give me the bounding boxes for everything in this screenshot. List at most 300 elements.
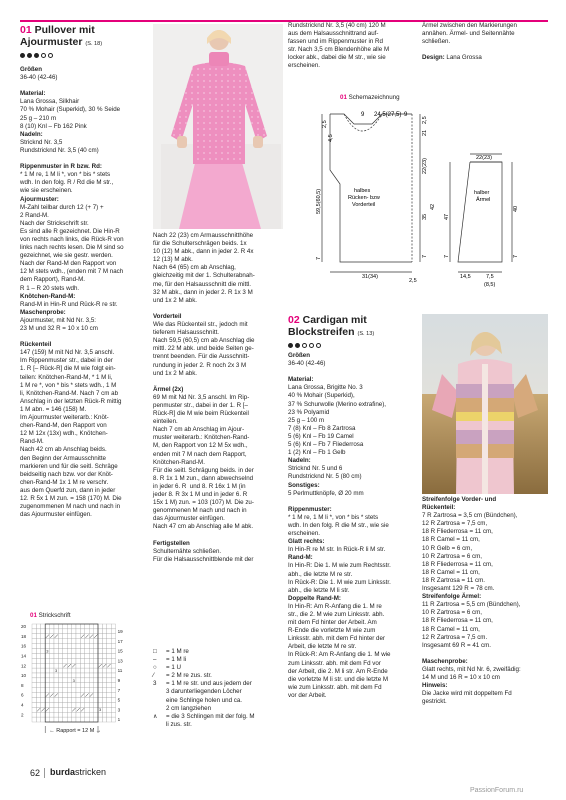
- chart-cell: [50, 653, 54, 658]
- text-line-content: enden mit 7 M nach dem Rapport,: [153, 450, 247, 458]
- chart-cell: [36, 629, 40, 634]
- schema-title: [340, 94, 400, 102]
- schema-left-bottom: 7: [316, 256, 322, 260]
- difficulty-dot-filled: [295, 343, 300, 348]
- chart-cell: [36, 634, 40, 639]
- text-line: [153, 313, 283, 321]
- text-line: [422, 642, 552, 650]
- text-line: [20, 349, 150, 357]
- pattern-02-col2: [422, 496, 552, 706]
- chart-cell: [80, 663, 84, 668]
- chart-cell: [45, 712, 49, 717]
- chart-cell: [72, 712, 76, 717]
- text-line: [422, 46, 552, 54]
- pattern-title-line2: Ajourmuster: [20, 36, 83, 48]
- text-line: [20, 123, 150, 131]
- text-line-content: 1. R [– Rück-R] die M wie folgt ein-: [20, 365, 116, 373]
- chart-cell: [45, 717, 49, 722]
- schema-right-mid: 22(23): [422, 158, 428, 174]
- chart-cell: [50, 663, 54, 668]
- legend-row: [153, 656, 283, 664]
- difficulty-dot-empty: [309, 343, 314, 348]
- chart-cell: [50, 644, 54, 649]
- pattern-01-col2: [153, 232, 283, 564]
- chart-row-number-right: 11: [117, 668, 123, 674]
- text-line: [20, 285, 150, 293]
- chart-cell: [36, 663, 40, 668]
- text-line-content: 147 (159) M mit Nd Nr. 3,5 anschl.: [20, 349, 115, 357]
- text-line: [153, 467, 283, 475]
- chart-cell: [85, 658, 89, 663]
- chart-cell: [85, 702, 89, 707]
- text-line-content: Die Jacke wird mit doppeltem Fd: [422, 690, 512, 698]
- chart-cell: [107, 683, 111, 688]
- chart-cell: [50, 624, 54, 629]
- text-line: [153, 248, 283, 256]
- legend-row: [153, 672, 283, 680]
- chart-cell: [67, 658, 71, 663]
- text-line: [422, 593, 552, 601]
- text-line-content: 10 R Zartrosa = 6 cm,: [422, 552, 483, 560]
- schema-bottom: 31(34): [362, 274, 378, 280]
- pattern-01-col3: [288, 22, 418, 71]
- chart-cell: [54, 644, 58, 649]
- pattern-title-line1: Pullover mit: [34, 24, 95, 36]
- chart-cell: [107, 649, 111, 654]
- text-line: [153, 378, 283, 386]
- text-line: [153, 370, 283, 378]
- text-line-content: Rundstricknd Nr. 5 (80 cm): [288, 473, 362, 481]
- chart-row-number-left: 2: [21, 712, 24, 718]
- chart-cell: [89, 644, 93, 649]
- chart-cell: [36, 639, 40, 644]
- text-line: [20, 252, 150, 260]
- text-line-content: gestrickt.: [422, 698, 447, 706]
- chart-cell: [111, 717, 115, 722]
- chart-cell: [98, 712, 102, 717]
- text-line-content: Rand-M in Hin-R und Rück-R re str.: [20, 300, 118, 308]
- text-line: [288, 684, 418, 692]
- chart-cell: [111, 634, 115, 639]
- text-line: [20, 382, 150, 390]
- text-line: [422, 682, 552, 690]
- chart-cell: [67, 683, 71, 688]
- schema-left-top: 2,5: [322, 120, 328, 128]
- chart-cell: [102, 712, 106, 717]
- chart-cell: [72, 717, 76, 722]
- legend-symbol: □: [153, 648, 157, 655]
- chart-cell: [80, 639, 84, 644]
- chart-cell: [32, 634, 36, 639]
- text-line-content: muster weiterarb.: Knötchen-Rand-: [153, 434, 250, 442]
- text-line: [422, 30, 552, 38]
- chart-cell: [107, 634, 111, 639]
- chart-cell: [98, 634, 102, 639]
- chart-row-number-left: 12: [21, 663, 27, 669]
- chart-cell: [63, 717, 67, 722]
- chart-cell: [32, 624, 36, 629]
- chart-cell: [85, 707, 89, 712]
- chart-row-number-right: 5: [117, 697, 121, 703]
- chart-cell: [98, 717, 102, 722]
- text-line: [153, 345, 283, 353]
- difficulty-dot-empty: [48, 53, 53, 58]
- chart-cell: [32, 673, 36, 678]
- chart-cell: [111, 698, 115, 703]
- chart-row-number-right: 9: [117, 678, 121, 683]
- chart-cell: [36, 683, 40, 688]
- text-line-content: 36-40 (42-46): [288, 360, 326, 368]
- text-line-content: In Rück-R: Die 1. M wie zum Linksstr.: [288, 578, 391, 586]
- chart-cell: [67, 712, 71, 717]
- chart-cell: [80, 673, 84, 678]
- chart-row-number-left: 20: [21, 624, 27, 630]
- chart-cell: [102, 678, 106, 683]
- chart-cell: [102, 683, 106, 688]
- text-line-content: 5 Perlmuttknöpfe, Ø 20 mm: [288, 489, 364, 497]
- text-line-content: Doppelte Rand-M:: [288, 594, 341, 602]
- chart-cell: [67, 693, 71, 698]
- chart-cell: [94, 698, 98, 703]
- chart-cell: [85, 649, 89, 654]
- chart-cell: [36, 693, 40, 698]
- chart-cell: [58, 629, 62, 634]
- chart-cell: [111, 678, 115, 683]
- chart-cell: [58, 644, 62, 649]
- text-line: [153, 531, 283, 539]
- chart-cell: [36, 702, 40, 707]
- text-line-content: 18 R Zartrosa = 11 cm.: [422, 576, 485, 584]
- text-line-content: 1 M re *, von * bis * stets wdh., 1 M: [20, 381, 117, 389]
- chart-cell: [63, 658, 67, 663]
- text-line-content: Nach 42 cm ab Anschlag beids.: [20, 446, 107, 454]
- difficulty-dot-empty: [302, 343, 307, 348]
- chart-cell: [89, 698, 93, 703]
- text-line-content: Streifenfolge Ärmel:: [422, 593, 482, 601]
- chart-cell: [32, 702, 36, 707]
- chart-cell: [111, 639, 115, 644]
- text-line: [20, 82, 150, 90]
- schema-right-top2: 21: [422, 129, 428, 136]
- chart-cell: [72, 688, 76, 693]
- chart-loop-mark: 3: [55, 668, 58, 673]
- text-line: [288, 676, 418, 684]
- schema-sleeve-left-7: 7: [444, 254, 450, 258]
- chart-cell: [41, 644, 45, 649]
- schema-body-label2: Rücken- bzw: [348, 195, 380, 201]
- chart-cell: [94, 629, 98, 634]
- chart-cell: [67, 644, 71, 649]
- text-line: [288, 643, 418, 651]
- chart-cell: [80, 658, 84, 663]
- chart-cell: [98, 639, 102, 644]
- text-line-content: schließen.: [422, 38, 451, 46]
- text-line: [288, 401, 418, 409]
- chart-cell: [41, 634, 45, 639]
- legend-row: [153, 664, 283, 672]
- text-line-content: 1 M abn. = 146 (158) M.: [20, 405, 87, 413]
- text-line-content: Im Ajourmuster weiterarb.: Knöt-: [20, 414, 109, 422]
- text-line-content: M, den Rapport von 12 M 5x wdh.,: [153, 442, 248, 450]
- text-line-content: Maschenprobe:: [422, 657, 468, 665]
- text-line: [153, 321, 283, 329]
- chart-cell: [63, 639, 67, 644]
- chart-cell: [80, 698, 84, 703]
- text-line-content: abh., die letzte M re str.: [288, 570, 353, 578]
- chart-cell: [102, 698, 106, 703]
- chart-cell: [50, 678, 54, 683]
- chart-cell: [111, 688, 115, 693]
- text-line-content: wie zum Linksstr. abh. mit dem Fd: [288, 683, 382, 691]
- pattern-02-col1: [288, 352, 418, 700]
- chart-cell: [58, 688, 62, 693]
- chart-cell: [89, 663, 93, 668]
- text-line-content: jeder 8. R 3x 1 M und in jeder 6. R: [153, 491, 248, 498]
- text-line: [20, 179, 150, 187]
- text-line: [20, 365, 150, 373]
- chart-cell: [45, 678, 49, 683]
- text-line-content: Rück-R] die M wie beim Rückenteil: [153, 410, 249, 418]
- text-line: [20, 187, 150, 195]
- text-line: [153, 305, 283, 313]
- text-line: [288, 627, 418, 635]
- chart-cell: [41, 658, 45, 663]
- text-line: [20, 430, 150, 438]
- text-line-content: links nach rechts lesen. Die M sind so: [20, 244, 124, 252]
- text-line: [20, 317, 150, 325]
- text-line: [288, 595, 418, 603]
- chart-cell: [98, 624, 102, 629]
- chart-cell: [76, 688, 80, 693]
- chart-cell: [80, 624, 84, 629]
- text-line-content: 14 M und 16 R = 10 x 10 cm: [422, 674, 500, 682]
- chart-cell: [76, 668, 80, 673]
- text-line: [288, 603, 418, 611]
- text-line-content: 8 (10) Knl – Fb 162 Pink: [20, 122, 87, 130]
- text-line-content: str. Nach 3,5 cm Blendenhöhe alle M: [288, 46, 390, 54]
- chart-cell: [98, 673, 102, 678]
- text-line: [288, 587, 418, 595]
- watermark: PassionForum.ru: [470, 787, 524, 794]
- chart-rapport-label: ← Rapport = 12 M →: [49, 728, 102, 734]
- chart-cell: [111, 649, 115, 654]
- chart-cell: [32, 712, 36, 717]
- text-line: [288, 22, 418, 30]
- text-line-content: Material:: [288, 376, 314, 384]
- chart-cell: [76, 634, 80, 639]
- text-line-content: Größen: [288, 352, 311, 359]
- chart-cell: [111, 658, 115, 663]
- text-line-content: 18 R Fliederrosa = 11 cm,: [422, 617, 493, 625]
- text-line-content: Nadeln:: [20, 130, 43, 138]
- pullover-photo: [153, 24, 283, 229]
- text-line-content: der Arbeit, die 2. M li str. Am R-Ende: [288, 667, 388, 675]
- schema-sleeve-label1: halber: [474, 190, 490, 196]
- text-line-content: 12 (13) M abk.: [153, 256, 193, 264]
- text-line: [288, 409, 418, 417]
- text-line: [20, 471, 150, 479]
- text-line-content: Wie das Rückenteil str., jedoch mit: [153, 321, 248, 329]
- chart-cell: [72, 644, 76, 649]
- text-line: [422, 545, 552, 553]
- schema-top-left: 9: [361, 112, 365, 118]
- page-reference: (S. 18): [85, 41, 103, 47]
- chart-cell: [32, 629, 36, 634]
- text-line-content: In Hin-R re M str. In Rück-R li M str.: [288, 546, 386, 554]
- brand-logo: [50, 768, 106, 776]
- chart-cell: [50, 649, 54, 654]
- chart-cell: [80, 629, 84, 634]
- chart-cell: [45, 702, 49, 707]
- text-line-content: 12 R Zartrosa = 7,5 cm.: [422, 633, 488, 641]
- text-line: [20, 171, 150, 179]
- text-line: [422, 650, 552, 658]
- chart-cell: [107, 673, 111, 678]
- chart-cell: [76, 717, 80, 722]
- text-line: [288, 562, 418, 570]
- chart-cell: [94, 712, 98, 717]
- text-line: [288, 457, 418, 465]
- chart-row-number-right: 13: [117, 658, 123, 664]
- text-line-content: 40 % Mohair (Superkid),: [288, 392, 355, 400]
- text-line-content: 18 R Camel = 11 cm,: [422, 625, 480, 633]
- chart-cell: [111, 644, 115, 649]
- text-line-content: mittl. 22 M abk. und beide Seiten ge-: [153, 345, 254, 353]
- chart-cell: [54, 678, 58, 683]
- schema-right-42: 42: [430, 203, 436, 210]
- chart-cell: [54, 683, 58, 688]
- text-line-content: 18 R Camel = 11 cm,: [422, 536, 480, 544]
- text-line: [153, 442, 283, 450]
- chart-cell: [80, 644, 84, 649]
- chart-cell: [89, 639, 93, 644]
- text-line-content: str., die 2. M wie zum Linksstr. abh.: [288, 611, 385, 618]
- text-line: [422, 38, 552, 46]
- chart-cell: [36, 673, 40, 678]
- schema-right-7: 7: [422, 254, 428, 258]
- chart-cell: [45, 698, 49, 703]
- chart-cell: [107, 668, 111, 673]
- text-line-content: Linksstr. abh. mit dem Fd hinter der: [288, 635, 385, 643]
- text-line: [153, 337, 283, 345]
- legend-text: = 1 M re str. und aus jedem der: [166, 680, 252, 688]
- legend-text: = 1 U: [166, 664, 181, 672]
- chart-cell: [72, 702, 76, 707]
- legend-symbol: ○: [153, 664, 157, 672]
- text-line: [20, 66, 150, 74]
- chart-cell: [107, 707, 111, 712]
- text-line: [422, 569, 552, 577]
- text-line: [288, 38, 418, 46]
- text-line-content: für die Schulterschrägen beids. 1x: [153, 240, 247, 248]
- text-line-content: 10 R Zartrosa = 6 cm,: [422, 609, 483, 617]
- chart-cell: [107, 629, 111, 634]
- text-line: [153, 386, 283, 394]
- text-line-content: 8. R 1x 1 M zun., dann abwechselnd: [153, 474, 254, 482]
- chart-cell: [63, 649, 67, 654]
- text-line-content: Ajourmuster:: [20, 195, 59, 203]
- legend-text: 3 darunterliegenden Löcher: [166, 688, 242, 696]
- legend-symbol: [153, 705, 166, 713]
- chart-cell: [67, 668, 71, 673]
- text-line: [20, 422, 150, 430]
- text-line: [153, 394, 283, 402]
- chart-cell: [41, 653, 45, 658]
- text-line-content: 5 (6) Knl – Fb 19 Camel: [288, 432, 354, 440]
- chart-cell: [36, 653, 40, 658]
- text-line: [422, 666, 552, 674]
- chart-cell: [98, 653, 102, 658]
- text-line-content: gezeichnet, wie sie gestr. werden.: [20, 252, 113, 260]
- text-line-content: annähen. Ärmel- und Seitennähte: [422, 30, 515, 38]
- text-line: [153, 353, 283, 361]
- text-line: [422, 617, 552, 625]
- chart-cell: [32, 717, 36, 722]
- text-line-content: von rechts nach links, die Rück-R von: [20, 235, 124, 243]
- chart-cell: [102, 658, 106, 663]
- chart-cell: [54, 658, 58, 663]
- chart-cell: [98, 698, 102, 703]
- chart-cell: [102, 649, 106, 654]
- text-line-content: und 1x 2 M abk.: [153, 296, 198, 304]
- chart-cell: [89, 629, 93, 634]
- text-line: [288, 352, 418, 360]
- chart-legend: [153, 648, 283, 729]
- text-line: [288, 441, 418, 449]
- text-line: [20, 357, 150, 365]
- text-line-content: me, für den Halsausschnitt die mittl.: [153, 280, 252, 288]
- schema-sleeve-top: 22(23): [476, 155, 492, 161]
- text-line-content: Arbeit, die letzte M re str.: [288, 643, 357, 651]
- chart-cell: [76, 712, 80, 717]
- pattern-01-header: [20, 24, 150, 61]
- legend-text: li zus. str.: [166, 720, 192, 728]
- text-line-content: Rückenteil: [20, 341, 52, 349]
- chart-cell: [89, 668, 93, 673]
- chart-cell: [32, 683, 36, 688]
- text-line-content: erscheinen.: [288, 62, 320, 70]
- legend-symbol: ∧: [153, 712, 158, 720]
- text-line-content: 7 (8) Knl – Fb 8 Zartrosa: [288, 424, 356, 432]
- chart-cell: [32, 678, 36, 683]
- text-line: [20, 511, 150, 519]
- text-line: [20, 309, 150, 317]
- chart-cell: [85, 673, 89, 678]
- chart-cell: [72, 683, 76, 688]
- chart-cell: [72, 629, 76, 634]
- text-line-content: 12 M stets wdh., (enden mit 7 M nach: [20, 268, 124, 276]
- chart-cell: [85, 712, 89, 717]
- chart-cell: [111, 693, 115, 698]
- text-line: [20, 414, 150, 422]
- pattern-title-line2: Blockstreifen: [288, 326, 355, 338]
- text-line-content: Nadeln:: [288, 457, 311, 465]
- chart-cell: [45, 653, 49, 658]
- text-line-content: fassen und im Rippenmuster in Rd: [288, 38, 383, 46]
- chart-cell: [80, 653, 84, 658]
- text-line: [20, 276, 150, 284]
- text-line: [153, 507, 283, 515]
- chart-cell: [102, 702, 106, 707]
- chart-cell: [94, 663, 98, 668]
- chart-cell: [98, 693, 102, 698]
- text-line-content: 12. R 5x 1 M zun. = 158 (170) M. Die: [20, 494, 122, 502]
- text-line: [20, 220, 150, 228]
- pattern-01-col4: [422, 22, 552, 62]
- chart-cell: [67, 678, 71, 683]
- text-line: [20, 301, 150, 309]
- text-line-content: chen-Rand-M, den Rapport von: [20, 422, 107, 430]
